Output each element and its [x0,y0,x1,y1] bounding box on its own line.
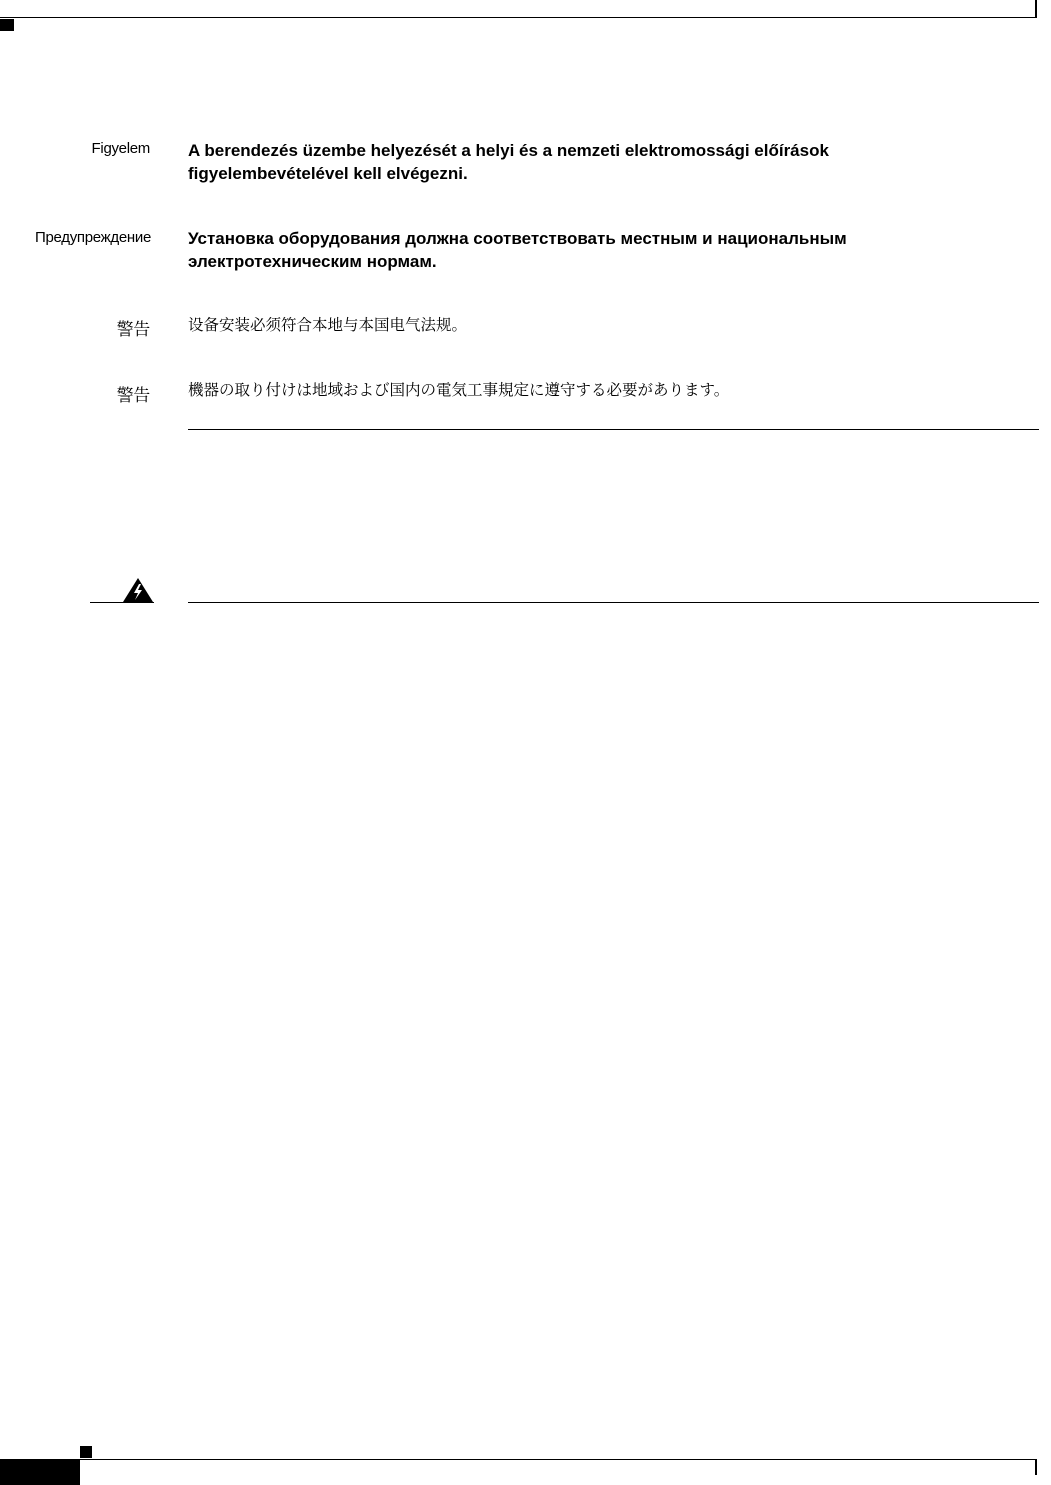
warning-label-japanese: 警告 [116,386,150,406]
icon-underline-rule [90,602,154,603]
warning-text-chinese: 设备安装必须符合本地与本国电气法规。 [188,316,468,334]
warning-label-chinese: 警告 [116,320,150,340]
warning-text-japanese: 機器の取り付けは地域および国内の電気工事規定に遵守する必要があります。 [188,381,730,399]
top-right-tick [1035,0,1037,17]
top-left-marker [0,19,14,31]
top-rule [0,17,1037,18]
warning-label-russian: Предупреждение [35,229,151,246]
warning-text-russian: Установка оборудования должна соответствовать местным и национальным электротехническим нормам. [188,229,847,271]
footer-page-tab [0,1460,80,1485]
section-divider [188,429,1039,430]
warning-lightning-icon [122,577,154,603]
footer-right-tick [1035,1460,1037,1475]
footer-small-marker [80,1446,92,1458]
warning-label-hungarian: Figyelem [91,140,150,157]
warning-header-rule [188,602,1039,603]
footer-rule [0,1459,1037,1460]
warning-text-hungarian: A berendezés üzembe helyezését a helyi és a nemzeti elektromossági előírások figyelembevételével kell elvégezni. [188,141,829,183]
